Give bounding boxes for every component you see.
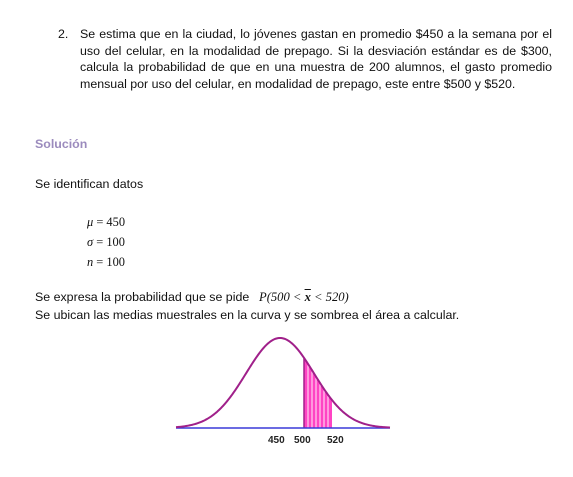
tick-label-520: 520 [327,435,344,446]
normal-curve-figure [170,332,400,452]
tick-label-500: 500 [294,435,311,446]
problem-text: Se estima que en la ciudad, lo jóvenes gastan en promedio $450 a la semana por el uso del celular, en la modalidad de prepago. Si la desviación estándar es de $300, calcula la probabilidad de que en una muestra de 200 alumnos, el gasto promedio mensual por uso del celular, en modalidad de prepago, este entre $500 y $520. [80,27,552,91]
express-probability-line [35,290,349,305]
data-list [87,212,125,272]
tick-label-450: 450 [268,435,285,446]
data-item-sigma: σ = 100 [87,235,125,249]
normal-curve-svg [170,332,400,452]
bell-curve [176,338,390,428]
problem-statement [58,26,552,92]
solution-heading: Solución [35,137,88,151]
problem-number: 2. [58,27,69,41]
probability-expression: $P(500 < \overline{x} < 520)$ [259,290,349,304]
express-probability-text: Se expresa la probabilidad que se pide [35,290,250,304]
data-item-n: n = 100 [87,255,125,269]
locate-means-text: Se ubican las medias muestrales en la curva y se sombrea el área a calcular. [35,308,460,322]
data-item-mu: μ = 450 [87,215,126,229]
identify-data-text: Se identifican datos [35,177,144,191]
